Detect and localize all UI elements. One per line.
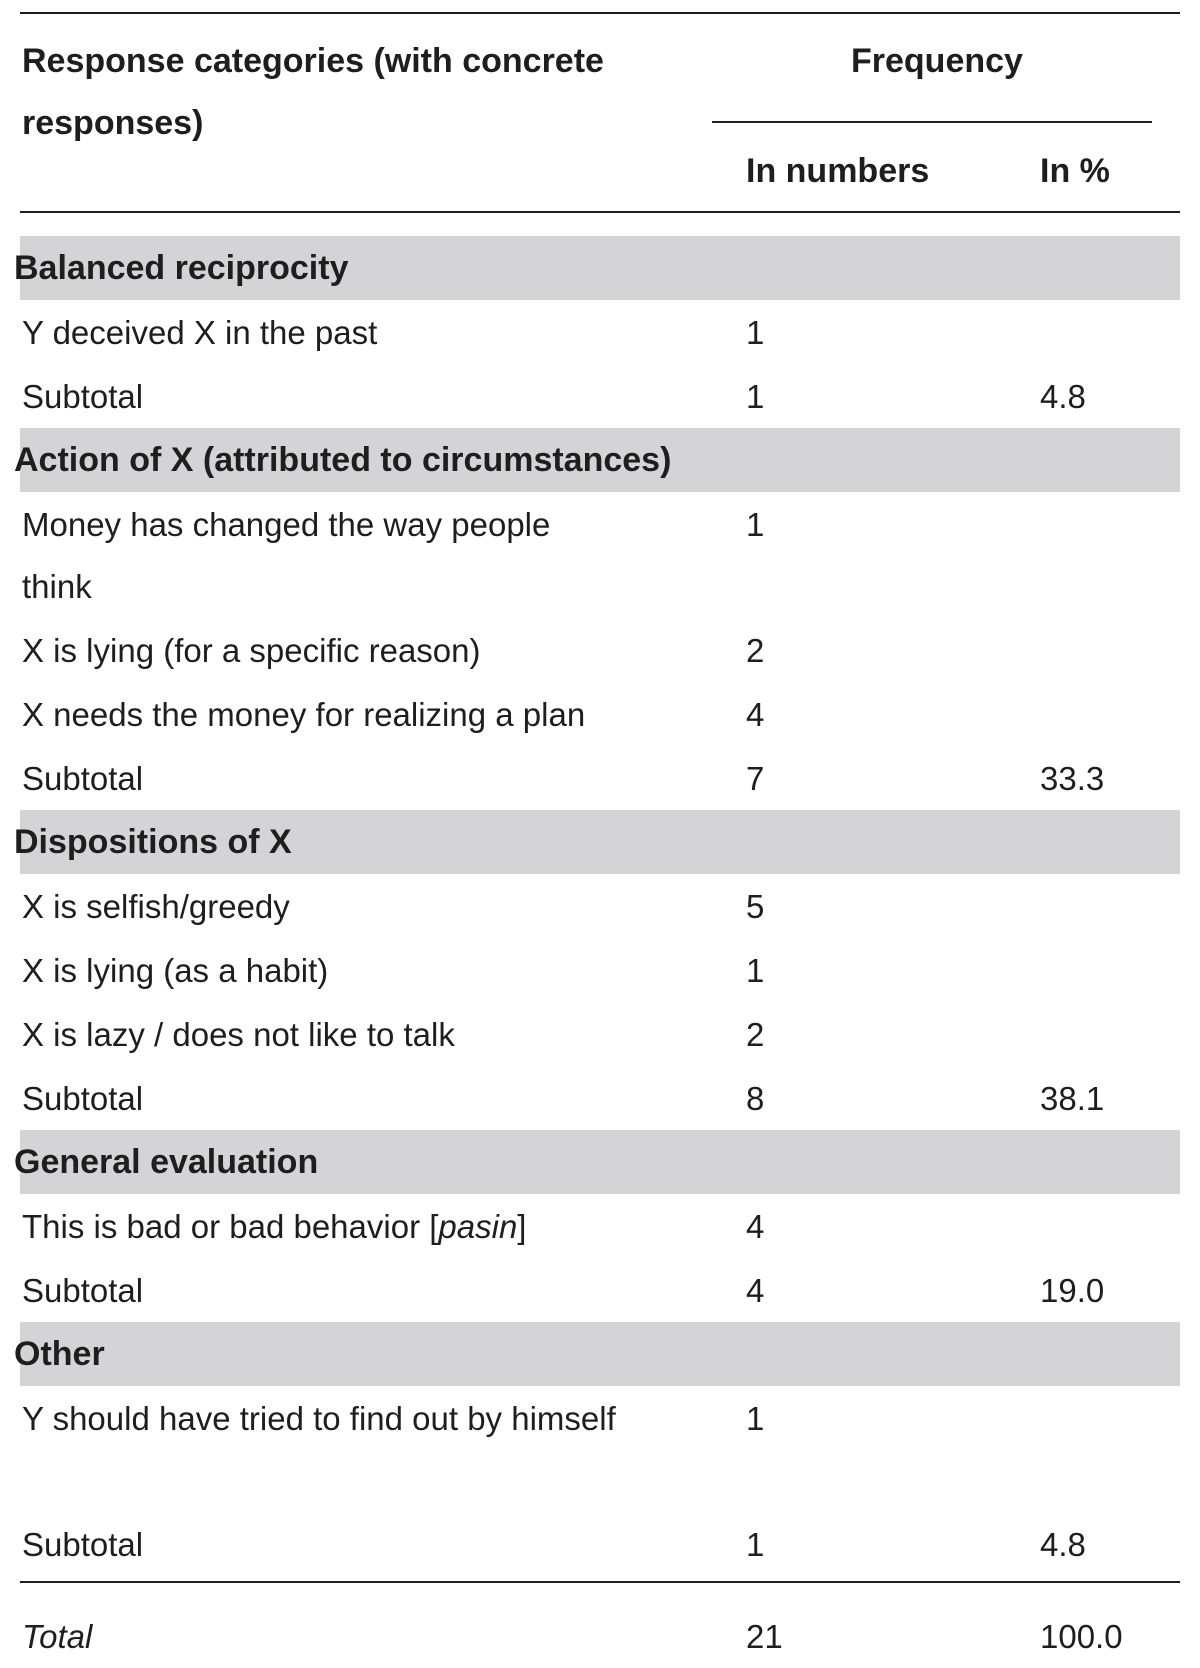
category-label: Dispositions of X xyxy=(14,823,292,861)
subtotal-label: Subtotal xyxy=(22,760,144,797)
header-bottom-rule xyxy=(20,211,1180,213)
percent-cell: 4.8 xyxy=(1040,378,1086,415)
category-row xyxy=(14,810,1180,874)
table-row xyxy=(0,618,1200,682)
total-number: 21 xyxy=(746,1618,783,1655)
response-label xyxy=(22,1196,526,1258)
number-cell: 2 xyxy=(746,1016,765,1053)
subtotal-row xyxy=(0,1066,1200,1130)
number-cell: 1 xyxy=(746,378,765,415)
category-row xyxy=(14,1130,1180,1194)
category-row xyxy=(14,236,1180,300)
response-label: X is lazy / does not like to talk xyxy=(22,1016,455,1053)
category-row xyxy=(14,428,1180,492)
response-label: X is lying (for a specific reason) xyxy=(22,632,481,669)
response-label-suffix: ] xyxy=(517,1208,527,1245)
number-cell: 1 xyxy=(746,952,765,989)
number-cell: 4 xyxy=(746,696,765,733)
response-label: Y should have tried to find out by himself xyxy=(22,1400,616,1437)
percent-cell: 33.3 xyxy=(1040,760,1105,797)
subtotal-label: Subtotal xyxy=(22,1272,144,1309)
table-row xyxy=(0,874,1200,938)
total-label: Total xyxy=(22,1618,93,1655)
table-row xyxy=(0,1386,1200,1512)
number-cell: 1 xyxy=(746,1526,765,1563)
number-cell: 2 xyxy=(746,632,765,669)
table-row xyxy=(0,1194,1200,1258)
subtotal-label: Subtotal xyxy=(22,1080,144,1117)
number-cell: 4 xyxy=(746,1272,765,1309)
response-label: Y deceived X in the past xyxy=(22,314,378,351)
frequency-underline xyxy=(712,121,1152,123)
subtotal-row xyxy=(0,746,1200,810)
table-row xyxy=(0,1002,1200,1066)
subtotal-row xyxy=(0,1512,1200,1576)
subtotal-label: Subtotal xyxy=(22,1526,144,1563)
category-label: Other xyxy=(14,1335,105,1373)
header-frequency-heading: Frequency xyxy=(851,42,1023,80)
header-category-heading: Response categories (with concrete responses) xyxy=(22,42,604,142)
category-row xyxy=(14,1322,1180,1386)
response-label: X needs the money for realizing a plan xyxy=(22,696,586,733)
number-cell: 5 xyxy=(746,888,765,925)
header-in-numbers: In numbers xyxy=(746,152,930,190)
percent-cell: 38.1 xyxy=(1040,1080,1105,1117)
table-body xyxy=(0,236,1200,1576)
header-in-percent: In % xyxy=(1040,152,1110,190)
number-cell: 7 xyxy=(746,760,765,797)
category-label: Balanced reciprocity xyxy=(14,249,349,287)
table-top-rule xyxy=(20,12,1180,14)
response-label: Money has changed the way people think xyxy=(22,506,551,605)
number-cell: 1 xyxy=(746,506,765,543)
table-row xyxy=(0,938,1200,1002)
number-cell: 4 xyxy=(746,1208,765,1245)
response-label-italic: pasin xyxy=(438,1208,518,1245)
total-rule xyxy=(20,1581,1180,1583)
table-row xyxy=(0,682,1200,746)
response-label: X is selfish/greedy xyxy=(22,888,290,925)
number-cell: 8 xyxy=(746,1080,765,1117)
number-cell: 1 xyxy=(746,1400,765,1437)
total-percent: 100.0 xyxy=(1040,1618,1123,1655)
table-row xyxy=(0,300,1200,364)
response-label: X is lying (as a habit) xyxy=(22,952,329,989)
subtotal-label: Subtotal xyxy=(22,378,144,415)
number-cell: 1 xyxy=(746,314,765,351)
percent-cell: 19.0 xyxy=(1040,1272,1105,1309)
category-label: Action of X (attributed to circumstances) xyxy=(14,441,672,479)
category-label: General evaluation xyxy=(14,1143,319,1181)
subtotal-row xyxy=(0,364,1200,428)
response-label-text: This is bad or bad behavior [ xyxy=(22,1208,439,1245)
percent-cell: 4.8 xyxy=(1040,1526,1086,1563)
subtotal-row xyxy=(0,1258,1200,1322)
table-row xyxy=(0,492,1200,618)
